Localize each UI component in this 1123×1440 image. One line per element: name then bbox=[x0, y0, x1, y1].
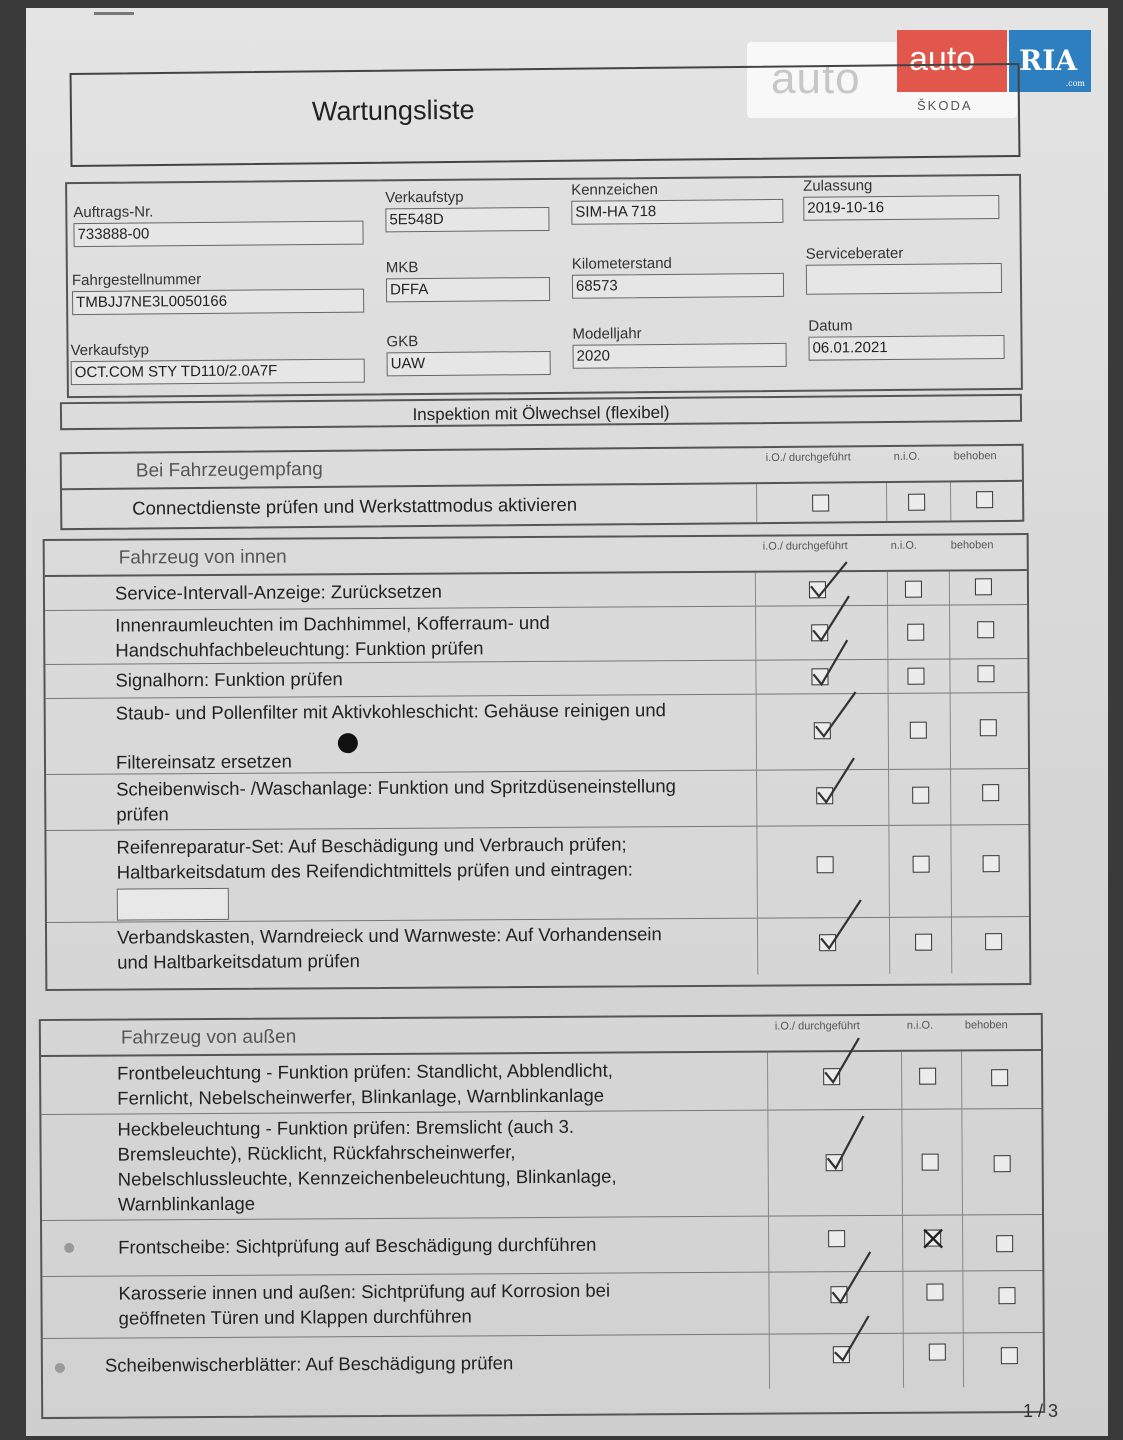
row-text bbox=[115, 666, 342, 692]
field-mkb bbox=[386, 258, 550, 302]
column-divider bbox=[767, 1053, 768, 1110]
column-io: i.O./ durchgeführt bbox=[762, 540, 848, 553]
watermark-ria: RIA bbox=[1019, 44, 1078, 77]
row-line bbox=[116, 722, 666, 749]
title-box bbox=[70, 63, 1021, 167]
ink-dot bbox=[338, 733, 358, 753]
checkmark-icon bbox=[812, 688, 860, 742]
watermark-blue-text bbox=[1009, 30, 1091, 92]
row-line: und Haltbarkeitsdatum prüfen bbox=[117, 950, 360, 973]
row-line: Warnblinkanlage bbox=[117, 1192, 256, 1215]
row-text bbox=[115, 610, 550, 663]
row-line: Scheibenwischerblätter: Auf Beschädigung prüfen bbox=[104, 1352, 514, 1376]
field-value: 06.01.2021 bbox=[808, 335, 1004, 361]
checkbox-nio[interactable] bbox=[905, 581, 922, 598]
row-text bbox=[105, 1350, 513, 1377]
column-divider bbox=[903, 1334, 904, 1388]
column-divider bbox=[757, 919, 758, 975]
checkmark-icon bbox=[814, 756, 858, 806]
row-line: Fernlicht, Nebelscheinwerfer, Blinkanlage, Warnblinkanlage bbox=[117, 1084, 605, 1109]
checkbox-behoben[interactable] bbox=[985, 933, 1002, 950]
checklist-row bbox=[43, 1333, 1043, 1393]
checkmark-icon bbox=[831, 1314, 875, 1364]
row-text bbox=[117, 1058, 613, 1111]
document-page bbox=[26, 8, 1108, 1436]
row-line: Reifenreparatur-Set: Auf Beschädigung und Verbrauch prüfen; bbox=[116, 833, 627, 858]
page-title: Wartungsliste bbox=[311, 94, 475, 127]
field-value: 2020 bbox=[573, 343, 787, 369]
field-kilometerstand bbox=[572, 254, 784, 299]
checkbox-behoben[interactable] bbox=[977, 621, 994, 638]
field-value: 68573 bbox=[572, 273, 784, 299]
checkbox-nio[interactable] bbox=[907, 624, 924, 641]
checklist-row bbox=[45, 605, 1027, 665]
row-line: Filtereinsatz ersetzen bbox=[115, 750, 292, 773]
row-line: Haltbarkeitsdatum des Reifendichtmittels prüfen und eintragen: bbox=[116, 858, 633, 883]
column-divider bbox=[756, 695, 757, 770]
checkbox-nio[interactable] bbox=[919, 1068, 936, 1085]
checkbox-nio[interactable] bbox=[913, 856, 930, 873]
checkmark-icon bbox=[817, 898, 865, 952]
section-fahrzeug-innen bbox=[43, 533, 1032, 991]
checkbox-nio[interactable] bbox=[908, 494, 925, 511]
column-divider bbox=[889, 918, 890, 974]
row-line: Frontscheibe: Sichtprüfung auf Beschädigung durchführen bbox=[118, 1233, 597, 1258]
column-divider bbox=[769, 1335, 770, 1389]
section-header bbox=[41, 1015, 1041, 1057]
section-title: Bei Fahrzeugempfang bbox=[135, 458, 323, 482]
column-divider bbox=[756, 484, 757, 522]
checkbox-behoben[interactable] bbox=[976, 491, 993, 508]
column-divider bbox=[888, 694, 889, 769]
checkbox-nio[interactable] bbox=[912, 787, 929, 804]
checkmark-icon bbox=[821, 1036, 865, 1086]
column-divider bbox=[902, 1272, 903, 1333]
column-nio: n.i.O. bbox=[893, 450, 921, 463]
checklist-row bbox=[41, 1051, 1041, 1115]
field-label: Kilometerstand bbox=[571, 254, 672, 273]
row-text bbox=[116, 773, 676, 826]
bullet-mark bbox=[55, 1363, 65, 1373]
column-divider bbox=[887, 572, 888, 605]
column-divider bbox=[902, 1216, 903, 1271]
column-divider bbox=[767, 1111, 769, 1216]
field-verkaufstyp bbox=[385, 188, 549, 232]
checkbox-nio[interactable] bbox=[907, 668, 924, 685]
checkbox-behoben[interactable] bbox=[991, 1069, 1008, 1086]
checkbox-behoben[interactable] bbox=[994, 1155, 1011, 1172]
section-fahrzeug-aussen bbox=[39, 1013, 1045, 1419]
column-divider bbox=[768, 1273, 769, 1334]
staple-mark bbox=[94, 12, 134, 15]
field-label: Datum bbox=[808, 317, 853, 335]
checklist-row bbox=[42, 1215, 1042, 1277]
row-line: Nebelschlussleuchte, Kennzeichenbeleuchtung, Blinkanlage, bbox=[117, 1165, 617, 1190]
checklist-row bbox=[42, 1271, 1042, 1339]
row-line: prüfen bbox=[116, 803, 169, 825]
checklist-row bbox=[41, 1109, 1042, 1221]
checkbox-behoben[interactable] bbox=[977, 665, 994, 682]
column-divider bbox=[951, 917, 952, 973]
column-divider bbox=[949, 659, 950, 692]
field-label: Verkaufstyp bbox=[385, 188, 464, 207]
checklist-row bbox=[47, 917, 1029, 979]
row-line: Heckbeleuchtung - Funktion prüfen: Bremslicht (auch 3. bbox=[117, 1115, 575, 1140]
column-divider bbox=[961, 1051, 962, 1108]
section-title: Fahrzeug von innen bbox=[118, 546, 287, 569]
column-divider bbox=[949, 605, 950, 658]
column-divider bbox=[755, 607, 756, 660]
field-kennzeichen bbox=[571, 180, 783, 225]
column-divider bbox=[888, 826, 890, 917]
field-gkb bbox=[386, 332, 550, 376]
row-line: Frontbeleuchtung - Funktion prüfen: Standlicht, Abblendlicht, bbox=[117, 1059, 613, 1084]
column-nio: n.i.O. bbox=[890, 539, 918, 552]
checklist-row bbox=[46, 693, 1028, 775]
checkbox-behoben[interactable] bbox=[983, 855, 1000, 872]
field-label: Verkaufstyp bbox=[70, 341, 150, 360]
field-label: Zulassung bbox=[803, 177, 873, 195]
checkbox-behoben[interactable] bbox=[982, 784, 999, 801]
field-label: Auftrags-Nr. bbox=[73, 203, 154, 222]
row-text bbox=[116, 831, 633, 884]
column-divider bbox=[963, 1333, 964, 1387]
field-value bbox=[806, 263, 1002, 295]
row-line: Scheibenwisch- /Waschanlage: Funktion und Spritzdüseneinstellung bbox=[116, 775, 676, 800]
row-line: Service-Intervall-Anzeige: Zurücksetzen bbox=[114, 580, 442, 604]
row-text bbox=[117, 1114, 616, 1217]
column-divider bbox=[886, 483, 887, 521]
column-nio: n.i.O. bbox=[906, 1019, 934, 1032]
checkbox-nio[interactable] bbox=[915, 934, 932, 951]
field-auftrag bbox=[73, 202, 363, 248]
row-text bbox=[117, 921, 662, 974]
row-text bbox=[116, 697, 667, 774]
checkbox-io[interactable] bbox=[828, 1230, 845, 1247]
vehicle-info-block bbox=[65, 174, 1023, 398]
field-value: 733888-00 bbox=[73, 221, 363, 248]
bullet-mark bbox=[64, 1243, 74, 1253]
checkbox-nio[interactable] bbox=[922, 1154, 939, 1171]
column-divider bbox=[961, 1109, 963, 1214]
row-line: Connectdienste prüfen und Werkstattmodus aktivieren bbox=[132, 493, 578, 519]
checkbox-behoben[interactable] bbox=[996, 1235, 1013, 1252]
row-line: geöffneten Türen und Klappen durchführen bbox=[118, 1305, 472, 1329]
column-divider bbox=[950, 693, 951, 768]
column-divider bbox=[901, 1052, 902, 1109]
column-io: i.O./ durchgeführt bbox=[774, 1020, 860, 1033]
checkbox-behoben[interactable] bbox=[1001, 1347, 1018, 1364]
section-title: Fahrzeug von außen bbox=[120, 1026, 297, 1049]
checkbox-behoben[interactable] bbox=[998, 1287, 1015, 1304]
field-datum bbox=[808, 316, 1004, 361]
row-line: Signalhorn: Funktion prüfen bbox=[115, 668, 343, 691]
column-divider bbox=[962, 1271, 963, 1332]
checklist-row bbox=[46, 769, 1028, 831]
column-divider bbox=[755, 661, 756, 694]
column-divider bbox=[950, 482, 951, 520]
checkbox-nio[interactable] bbox=[929, 1344, 946, 1361]
field-value: TMBJJ7NE3L0050166 bbox=[72, 289, 364, 316]
field-label: GKB bbox=[386, 333, 419, 351]
field-serviceberater bbox=[806, 244, 1002, 295]
row-line: Innenraumleuchten im Dachhimmel, Kofferraum- und bbox=[115, 611, 550, 636]
field-modelljahr bbox=[572, 324, 786, 369]
row-line: Bremsleuchte), Rücklicht, Rückfahrscheinwerfer, bbox=[117, 1141, 516, 1165]
row-text bbox=[118, 1278, 610, 1331]
checkbox-nio[interactable] bbox=[910, 722, 927, 739]
inspection-title: Inspektion mit Ölwechsel (flexibel) bbox=[60, 394, 1022, 430]
field-label: Modelljahr bbox=[572, 325, 642, 343]
page-number: 1 / 3 bbox=[1022, 1401, 1058, 1421]
row-line: Handschuhfachbeleuchtung: Funktion prüfen bbox=[115, 637, 484, 661]
column-behoben: behoben bbox=[953, 450, 997, 463]
field-value: UAW bbox=[387, 351, 551, 376]
field-label: Fahrgestellnummer bbox=[71, 270, 202, 290]
column-divider bbox=[768, 1217, 769, 1272]
watermark-light-text: auto bbox=[747, 42, 1017, 118]
field-label: Kennzeichen bbox=[571, 181, 658, 199]
field-label: MKB bbox=[385, 259, 419, 277]
checkbox-behoben[interactable] bbox=[980, 719, 997, 736]
section-header bbox=[45, 535, 1027, 577]
column-divider bbox=[888, 770, 889, 825]
column-behoben: behoben bbox=[964, 1019, 1008, 1032]
field-fahrgestellnummer bbox=[72, 270, 364, 316]
checklist-row bbox=[62, 482, 1022, 528]
row-text bbox=[115, 579, 442, 606]
checkmark-icon bbox=[828, 1250, 874, 1306]
column-divider bbox=[887, 660, 888, 693]
column-divider bbox=[962, 1215, 963, 1270]
column-divider bbox=[887, 606, 888, 659]
field-label: Serviceberater bbox=[805, 244, 904, 263]
row-line: Verbandskasten, Warndreieck und Warnweste: Auf Vorhandensein bbox=[116, 923, 662, 948]
watermark-red-text: auto bbox=[897, 30, 1007, 92]
checkbox-behoben[interactable] bbox=[975, 578, 992, 595]
field-value: OCT.COM STY TD110/2.0A7F bbox=[71, 359, 365, 386]
field-verkaufstyp-2 bbox=[70, 340, 364, 386]
section-fahrzeugempfang bbox=[60, 444, 1025, 530]
row-line: Karosserie innen und außen: Sichtprüfung auf Korrosion bei bbox=[118, 1279, 611, 1304]
checklist-row bbox=[46, 825, 1029, 923]
row-text bbox=[118, 1232, 596, 1260]
checkbox-nio[interactable] bbox=[926, 1284, 943, 1301]
column-behoben: behoben bbox=[950, 539, 994, 552]
haltbarkeitsdatum-input[interactable] bbox=[117, 888, 229, 921]
column-divider bbox=[756, 771, 757, 826]
field-value: SIM-HA 718 bbox=[571, 199, 783, 225]
cross-mark-icon bbox=[922, 1228, 946, 1250]
field-value: 5E548D bbox=[385, 207, 549, 232]
row-line: Staub- und Pollenfilter mit Aktivkohleschicht: Gehäuse reinigen und bbox=[115, 699, 666, 724]
column-divider bbox=[950, 825, 952, 916]
skoda-logo-text: ŠKODA bbox=[917, 98, 973, 113]
checkbox-io[interactable] bbox=[812, 494, 829, 511]
field-zulassung bbox=[803, 176, 999, 221]
column-divider bbox=[949, 571, 950, 604]
field-value: DFFA bbox=[386, 277, 550, 302]
row-text bbox=[132, 492, 577, 521]
column-io: i.O./ durchgeführt bbox=[765, 451, 851, 465]
column-divider bbox=[755, 573, 756, 606]
checkbox-io[interactable] bbox=[817, 856, 834, 873]
field-value: 2019-10-16 bbox=[803, 195, 999, 221]
checkmark-icon bbox=[823, 1114, 869, 1172]
column-divider bbox=[901, 1110, 903, 1215]
watermark-com: .com bbox=[1065, 79, 1085, 88]
checkmark-icon bbox=[809, 638, 853, 688]
column-divider bbox=[756, 827, 758, 918]
column-divider bbox=[950, 769, 951, 824]
